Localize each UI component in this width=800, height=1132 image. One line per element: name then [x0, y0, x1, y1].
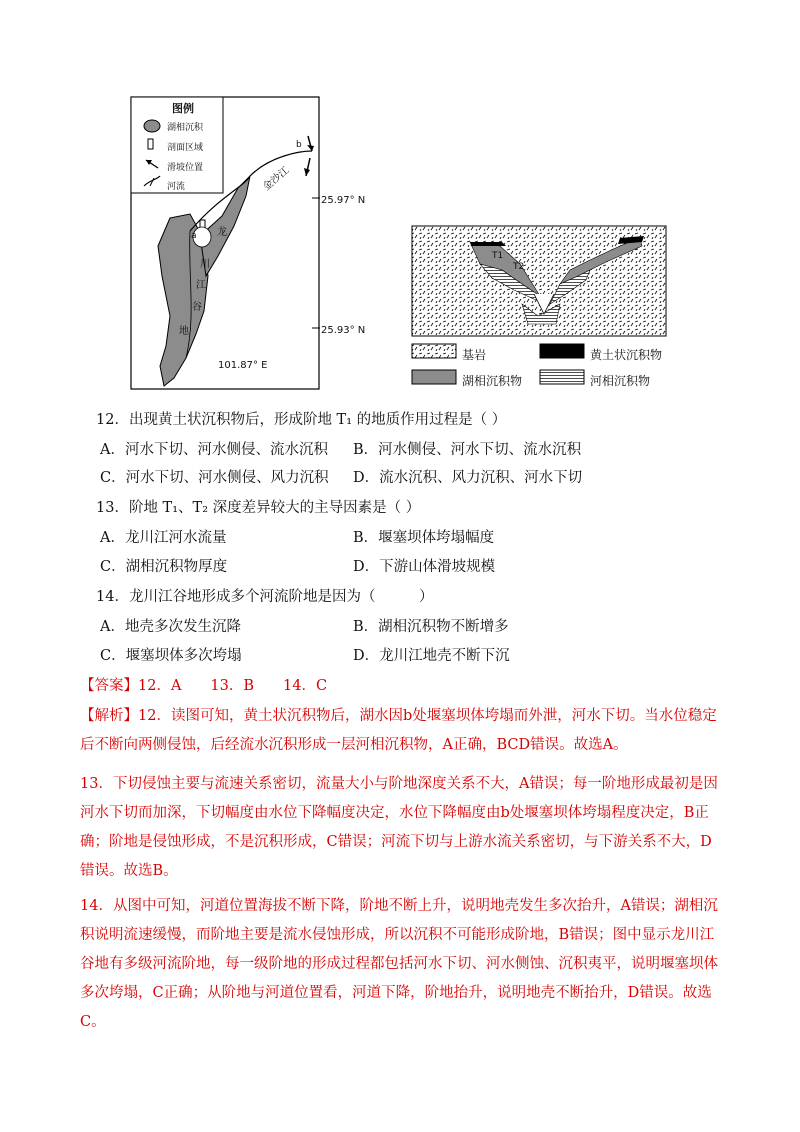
analysis-13: 13．下切侵蚀主要与流速关系密切，流量大小与阶地深度关系不大，A错误；每一阶地形成最初是因河水下切而加深，下切幅度由水位下降幅度决定，水位下降幅度由b处堰塞坝体垮塌程度决定，B正确；阶地是侵蚀形成，不是沉积形成，C错误；河流下切与上游水流关系密切，与下游关系不大，D错误。故选B。	[80, 776, 718, 879]
question-14-option-d: D．龙川江地壳不断下沉	[353, 648, 510, 664]
question-13-option-d: D．下游山体滑坡规模	[353, 559, 496, 575]
answer-line	[80, 676, 327, 696]
legend-title: 图例	[172, 102, 194, 115]
question-12-option-b: B．河水侧侵、河水下切、流水沉积	[353, 442, 582, 458]
lat-bottom-label: 25.93° N	[321, 325, 366, 336]
valley-char-5: 地	[179, 326, 189, 337]
valley-char-1: 龙	[217, 227, 227, 238]
point-a-label: a	[191, 231, 197, 241]
terrace-t1-label: T1	[492, 251, 504, 261]
legend-lake-label: 湖相沉积物	[462, 374, 523, 388]
question-14-option-b: B．湖相沉积物不断增多	[353, 619, 509, 635]
jinsha-river-label: 金沙江	[261, 165, 292, 193]
legend-river-label: 河相沉积物	[590, 374, 651, 388]
loess-deposit-swatch	[540, 344, 584, 358]
answer-text: 12．A 13．B 14．C	[138, 678, 328, 694]
legend-bedrock-label: 基岩	[462, 348, 487, 362]
valley-char-4: 谷	[192, 302, 202, 313]
question-12-option-d: D．流水沉积、风力沉积、河水下切	[353, 470, 583, 486]
valley-char-3: 江	[196, 280, 206, 291]
question-12-option-a: A．河水下切、河水侧侵、流水沉积	[100, 442, 328, 458]
question-14-stem: 14．龙川江谷地形成多个河流阶地是因为（ ）	[96, 589, 434, 605]
answer-label: 【答案】	[80, 678, 138, 694]
point-b-label: b	[296, 140, 302, 150]
legend-label-lake: 湖相沉积	[167, 123, 204, 133]
question-13-option-c: C．湖相沉积物厚度	[100, 559, 228, 575]
legend-label-landslide: 滑坡位置	[167, 163, 204, 173]
analysis-12	[80, 702, 720, 760]
legend-label-section: 剖面区域	[167, 143, 204, 153]
lon-label: 101.87° E	[218, 360, 268, 371]
analysis-12-text: 12．读图可知，黄土状沉积物后，湖水因b处堰塞坝体垮塌而外泄，河水下切。当水位稳定后不断向两侧侵蚀，后经流水沉积形成一层河相沉积物，A正确，BCD错误。故选A。	[80, 708, 717, 753]
lake-deposit-swatch-profile	[412, 370, 456, 384]
terrace-t2-label: T2	[513, 262, 525, 272]
valley-cross-section	[410, 224, 670, 394]
question-12-stem: 12．出现黄土状沉积物后，形成阶地 T₁ 的地质作用过程是（ ）	[96, 412, 507, 428]
lat-top-label: 25.97° N	[321, 195, 366, 206]
question-14-option-c: C．堰塞坝体多次垮塌	[100, 648, 242, 664]
legend-loess-label: 黄土状沉积物	[590, 348, 663, 362]
valley-char-2: 川	[200, 259, 210, 270]
bedrock-swatch	[412, 344, 456, 358]
analysis-label: 【解析】	[80, 708, 138, 724]
section-area-icon	[148, 139, 153, 149]
question-14-option-a: A．地壳多次发生沉降	[100, 619, 241, 635]
river-deposit-swatch	[540, 370, 584, 384]
legend-label-river: 河流	[167, 182, 186, 192]
question-13-option-a: A．龙川江河水流量	[100, 530, 227, 546]
question-12-option-c: C．河水下切、河水侧侵、风力沉积	[100, 470, 329, 486]
lake-deposit-swatch	[144, 120, 160, 132]
analysis-14: 14．从图中可知，河道位置海拔不断下降，阶地不断上升，说明地壳发生多次抬升，A错误；湖相沉积说明流速缓慢，而阶地主要是流水侵蚀形成，所以沉积不可能形成阶地，B错误；图中显示龙川江谷地有多级河流阶地，每一级阶地的形成过程都包括河水下切、河水侧蚀、沉积夷平，说明堰塞坝体多次垮塌，C正确；从阶地与河道位置看，河道下降，阶地抬升，说明地壳不断抬升，D错误。故选C。	[80, 898, 718, 1030]
question-13-stem: 13．阶地 T₁、T₂ 深度差异较大的主导因素是（ ）	[96, 500, 421, 516]
question-13-option-b: B．堰塞坝体垮塌幅度	[353, 530, 495, 546]
